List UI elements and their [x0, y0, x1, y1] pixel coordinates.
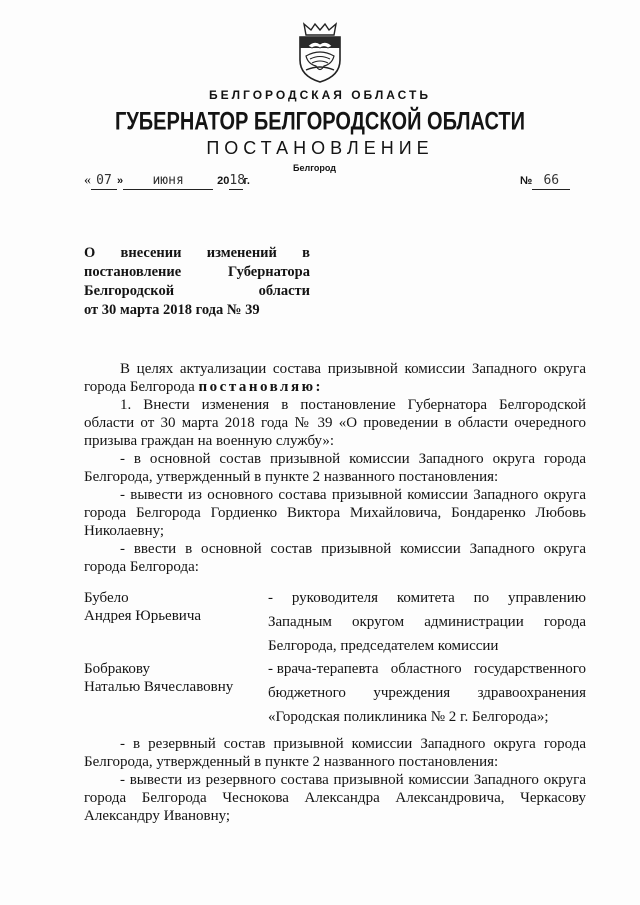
- member-name: Бубело Андрея Юрьевича: [84, 590, 202, 624]
- paragraph-remove-main: - вывести из основного состава призывной комиссии Западного округа города Белгорода Гордиенко Виктора Михайловича, Бондаренко Любовь Николаевну;: [84, 487, 586, 539]
- document-subject: О внесении изменений в постановление Губернатора Белгородской области от 30 марта 2018 года № 39: [84, 245, 310, 318]
- city-label: Белгород: [293, 163, 336, 173]
- member-name: Бобракову Наталью Вячеславовну: [84, 661, 234, 695]
- member-role: - руководителя комитета по управлению Западным округом администрации города Белгорода, председателем комиссии: [268, 590, 586, 654]
- number-value: 66: [532, 173, 570, 190]
- resolve-word: постановляю:: [198, 379, 324, 395]
- body-paragraphs: [84, 360, 586, 576]
- date-year: 18: [229, 173, 246, 188]
- date-month: июня: [123, 173, 213, 190]
- date-day: 07: [91, 173, 117, 190]
- document-number: № 66: [520, 172, 570, 190]
- paragraph-reserve-composition: - в резервный состав призывной комиссии Западного округа города Белгорода, утвержденный в пункте 2 названного постановления:: [84, 736, 586, 770]
- paragraph-add-main: - ввести в основной состав призывной комиссии Западного округа города Белгорода:: [84, 541, 586, 575]
- intro-paragraph: В целях актуализации состава призывной комиссии Западного округа города Белгорода постановляю:: [84, 361, 586, 395]
- governor-heading: ГУБЕРНАТОР БЕЛГОРОДСКОЙ ОБЛАСТИ: [115, 108, 525, 136]
- paragraph-main-composition: - в основной состав призывной комиссии Западного округа города Белгорода, утвержденный в пункте 2 названного постановления:: [84, 451, 586, 485]
- coat-of-arms-icon: [294, 18, 346, 84]
- member-role: - врача-терапевта областного государственного бюджетного учреждения здравоохранения «Городская поликлиника № 2 г. Белгорода»;: [268, 661, 586, 725]
- region-heading: БЕЛГОРОДСКАЯ ОБЛАСТЬ: [209, 88, 431, 102]
- paragraph-remove-reserve: - вывести из резервного состава призывной комиссии Западного округа города Белгорода Чеснокова Александра Александровича, Черкасову Александру Ивановну;: [84, 772, 586, 824]
- date-field: « 07 » июня 2018г.: [84, 173, 250, 188]
- document-type: ПОСТАНОВЛЕНИЕ: [206, 138, 434, 158]
- paragraph-1: 1. Внести изменения в постановление Губернатора Белгородской области от 30 марта 2018 года № 39 «О проведении в области очередного призыва граждан на военную службу»:: [84, 397, 586, 449]
- body-paragraphs-reserve: [84, 735, 586, 825]
